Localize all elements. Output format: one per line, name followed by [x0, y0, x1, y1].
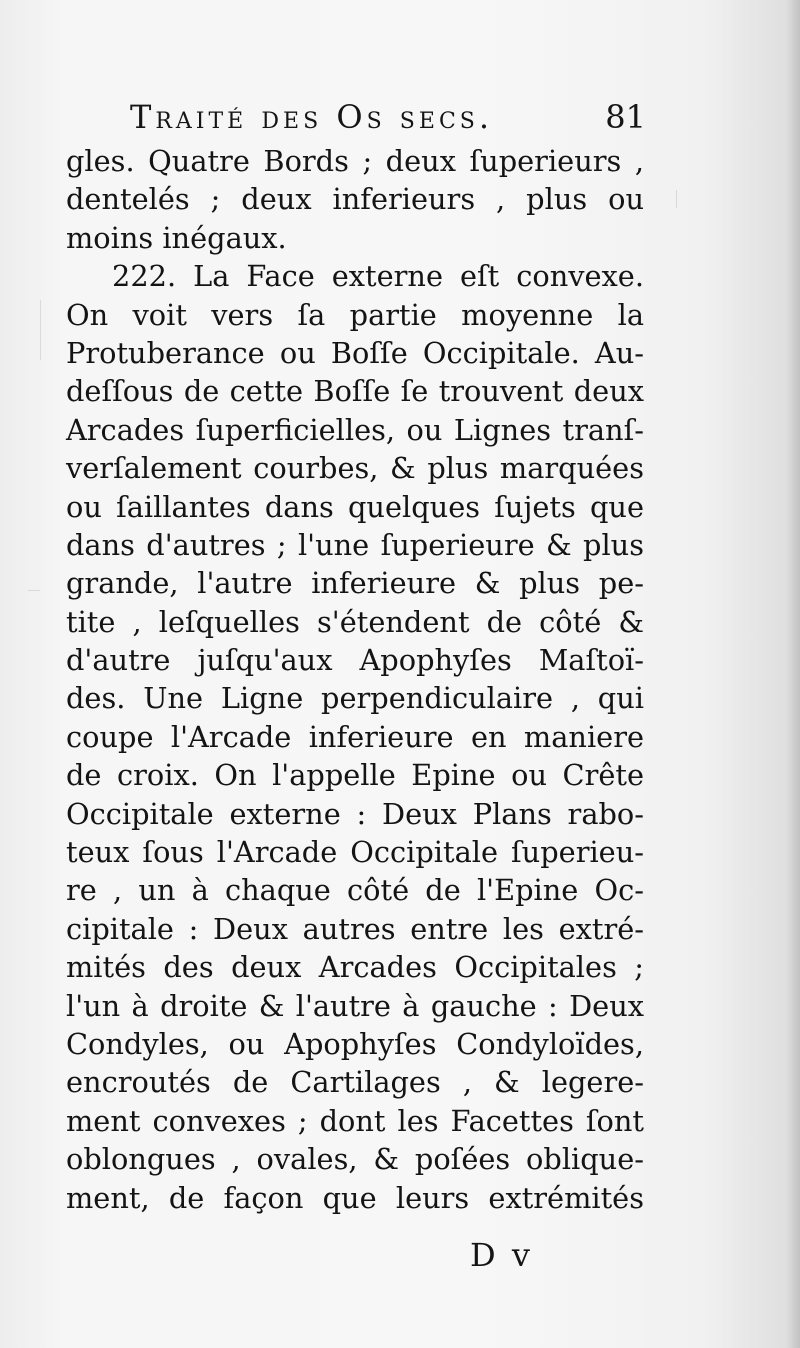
- text-line: deſſous de cette Boſſe ſe trouvent deux: [66, 374, 644, 409]
- text-line: tite , leſquelles s'étendent de côté &: [66, 604, 644, 639]
- text-line: cipitale : Deux autres entre les extré-: [66, 911, 644, 946]
- text-line: verſalement courbes, & plus marquées: [66, 451, 644, 486]
- text-line: mités des deux Arcades Occipitales ;: [66, 950, 644, 985]
- text-line: Condyles, ou Apophyſes Condyloïdes,: [66, 1026, 644, 1061]
- text-line: des. Une Ligne perpendiculaire , qui: [66, 681, 644, 716]
- body-text: [66, 142, 644, 1217]
- scan-mark: [676, 190, 677, 208]
- text-line: Occipitale externe : Deux Plans rabo-: [66, 796, 644, 831]
- running-head: [130, 98, 646, 142]
- page-number: 81: [605, 98, 646, 136]
- text-line: ment, de façon que leurs extrémités: [66, 1180, 644, 1215]
- text-line: d'autre juſqu'aux Apophyſes Maſtoï-: [66, 643, 644, 678]
- text-line: On voit vers ſa partie moyenne la: [66, 297, 644, 332]
- text-line: Protuberance ou Boſſe Occipitale. Au-: [66, 335, 644, 370]
- page-edge-shadow: [786, 0, 800, 1348]
- text-line: grande, l'autre inferieure & plus pe-: [66, 566, 644, 601]
- text-line: coupe l'Arcade inferieure en maniere: [66, 719, 644, 754]
- text-line: dentelés ; deux inferieurs , plus ou: [66, 182, 644, 217]
- text-line: Arcades ſuperficielles, ou Lignes tranſ-: [66, 412, 644, 447]
- text-line: gles. Quatre Bords ; deux ſuperieurs ,: [66, 144, 644, 178]
- text-line: encroutés de Cartilages , & legere-: [66, 1065, 644, 1100]
- text-line: teux ſous l'Arcade Occipitale ſuperieu-: [66, 835, 644, 870]
- catchword: D v: [470, 1236, 533, 1274]
- text-line: ou ſaillantes dans quelques ſujets que: [66, 489, 644, 524]
- text-line: de croix. On l'appelle Epine ou Crête: [66, 758, 644, 793]
- text-line: l'un à droite & l'autre à gauche : Deux: [66, 988, 644, 1023]
- scan-mark: [28, 590, 40, 591]
- running-title: Traité des Os secs.: [130, 98, 494, 136]
- scan-mark: [40, 300, 41, 360]
- text-line: 222. La Face externe eſt convexe.: [112, 259, 644, 294]
- text-line: dans d'autres ; l'une ſuperieure & plus: [66, 527, 644, 562]
- text-line: oblongues , ovales, & poſées oblique-: [66, 1142, 644, 1177]
- text-line: moins inégaux.: [66, 220, 287, 255]
- text-line: ment convexes ; dont les Facettes ſont: [66, 1103, 644, 1138]
- text-line: re , un à chaque côté de l'Epine Oc-: [66, 873, 644, 908]
